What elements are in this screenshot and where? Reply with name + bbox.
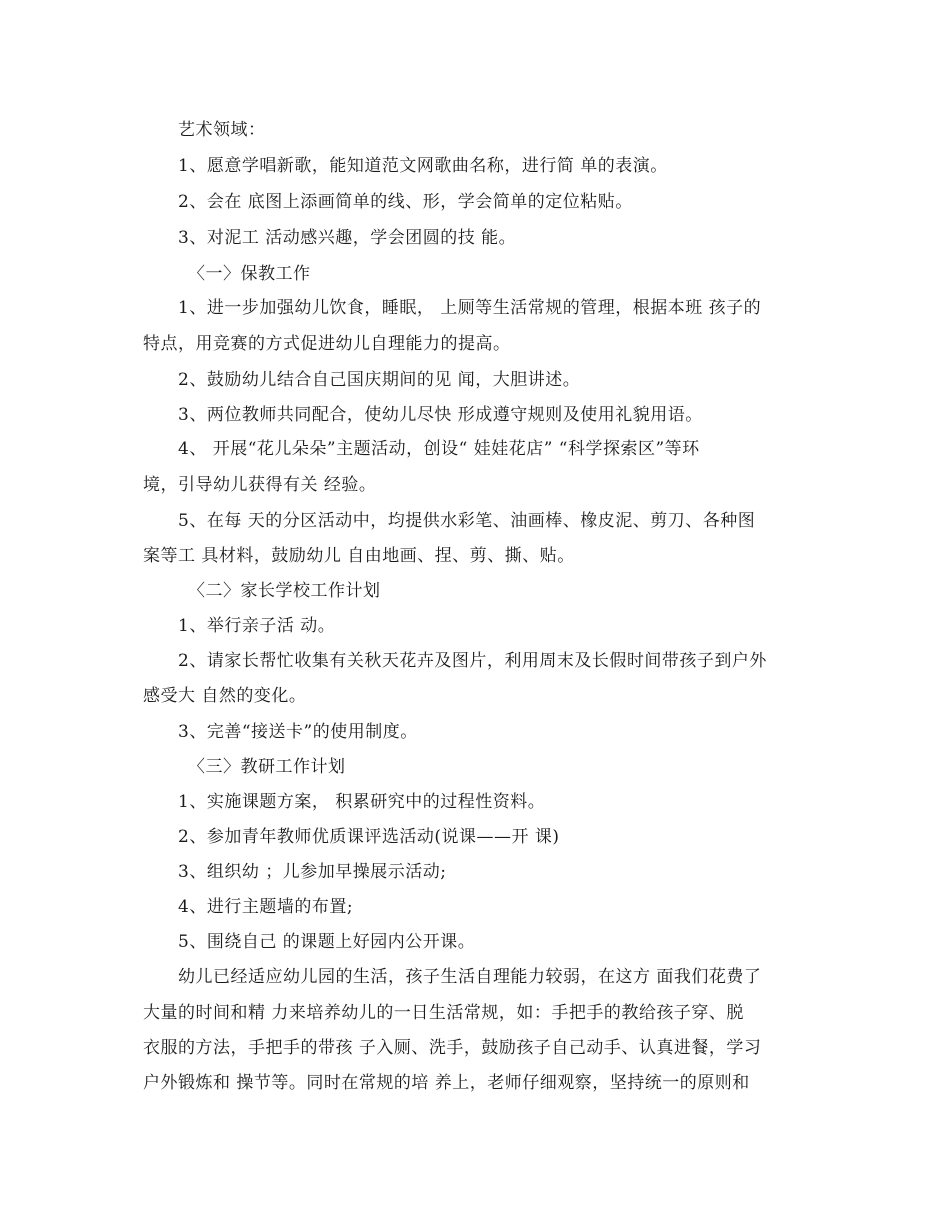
section-heading-care: 〈一〉保教工作 (188, 264, 311, 284)
paragraph-line: 1、举行亲子活 动。 (178, 616, 336, 636)
paragraph-line: 1、实施课题方案， 积累研究中的过程性资料。 (178, 792, 546, 812)
paragraph-line: 3、完善“接送卡”的使用制度。 (178, 722, 418, 742)
paragraph-line: 1、愿意学唱新歌，能知道范文网歌曲名称，进行简 单的表演。 (178, 156, 668, 176)
paragraph-line: 衣服的方法，手把手的带孩 子入厕、洗手，鼓励孩子自己动手、认真进餐，学习 (143, 1038, 762, 1058)
paragraph-line: 2、参加青年教师优质课评选活动(说课——开 课) (178, 827, 560, 847)
section-heading-research: 〈三〉教研工作计划 (188, 757, 346, 777)
paragraph-line: 2、请家长帮忙收集有关秋天花卉及图片，利用周末及长假时间带孩子到户外 (178, 651, 767, 671)
section-heading-art: 艺术领域： (178, 120, 266, 140)
paragraph-line: 户外锻炼和 操节等。同时在常规的培 养上，老师仔细观察，坚持统一的原则和 (143, 1073, 750, 1093)
paragraph-line: 3、组织幼 ；儿参加早操展示活动; (178, 862, 447, 882)
paragraph-line: 3、对泥工 活动感兴趣，学会团圆的技 能。 (178, 228, 517, 248)
paragraph-line: 5、在每 天的分区活动中，均提供水彩笔、油画棒、橡皮泥、剪刀、各种图 (178, 511, 756, 531)
paragraph-line: 境，引导幼儿获得有关 经验。 (143, 475, 377, 495)
paragraph-line: 大量的时间和精 力来培养幼儿的一日生活常规，如：手把手的教给孩子穿、脱 (143, 1003, 744, 1023)
paragraph-line: 4、 开展“花儿朵朵”主题活动，创设“ 娃娃花店” “科学探索区”等环 (178, 439, 700, 459)
paragraph-line: 1、进一步加强幼儿饮食，睡眠， 上厕等生活常规的管理，根据本班 孩子的 (178, 298, 762, 318)
paragraph-line: 2、鼓励幼儿结合自己国庆期间的见 闻，大胆讲述。 (178, 370, 581, 390)
paragraph-line: 3、两位教师共同配合，使幼儿尽快 形成遵守规则及使用礼貌用语。 (178, 405, 703, 425)
paragraph-line: 4、进行主题墙的布置; (178, 897, 354, 917)
paragraph-line: 感受大 自然的变化。 (143, 686, 307, 706)
paragraph-line: 5、围绕自己 的课题上好园内公开课。 (178, 932, 476, 952)
paragraph-line: 案等工 具材料，鼓励幼儿 自由地画、捏、剪、撕、贴。 (143, 546, 575, 566)
section-heading-parents: 〈二〉家长学校工作计划 (188, 581, 381, 601)
paragraph-line: 2、会在 底图上添画简单的线、形，学会简单的定位粘贴。 (178, 192, 633, 212)
paragraph-line: 幼儿已经适应幼儿园的生活，孩子生活自理能力较弱，在这方 面我们花费了 (178, 967, 762, 987)
paragraph-line: 特点，用竞赛的方式促进幼儿自理能力的提高。 (143, 334, 511, 354)
